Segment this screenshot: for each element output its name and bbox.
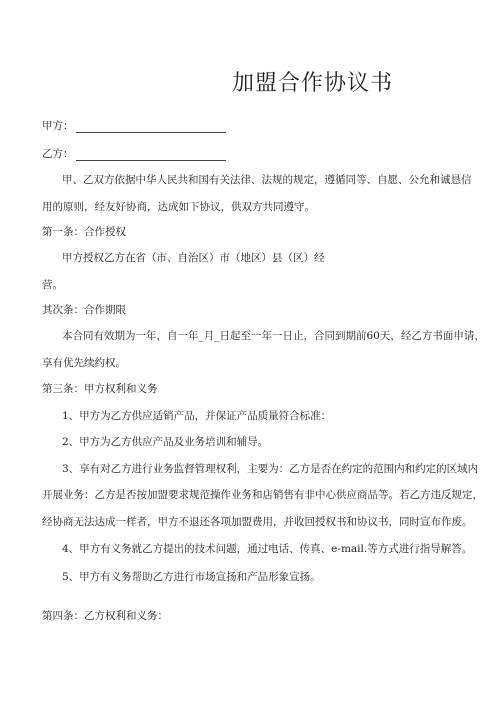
article3-item-2: 2、甲方为乙方供应产品及业务培训和辅导。 xyxy=(62,436,269,448)
party-b-blank xyxy=(76,149,226,161)
intro-line-1: 甲、乙双方依据中华人民共和国有关法律、法规的规定，遵循同等、自愿、公允和诚恳信 xyxy=(62,174,472,186)
intro-line-2: 用的原则，经友好协商，达成如下协议，供双方共同遵守。 xyxy=(42,201,315,213)
document-title: 加盟合作协议书 xyxy=(232,71,394,96)
party-a-label: 甲方： xyxy=(42,120,74,132)
article3-item-3-line-2: 开展业务：乙方是否按加盟要求规范操作业务和店销售有非中心供应商品等。若乙方违反规定， xyxy=(42,489,483,501)
article1-line-2: 营。 xyxy=(42,279,63,291)
article3-item-1: 1、甲方为乙方供应适销产品，并保证产品质量符合标准： xyxy=(62,410,332,422)
article3-item-3-line-1: 3、享有对乙方进行业务监督管理权利，主要为：乙方是否在约定的范围内和约定的区域内 xyxy=(62,463,479,475)
party-b-line xyxy=(42,146,226,161)
article4-heading: 第四条：乙方权利和义务： xyxy=(42,610,168,622)
article2-heading: 其次条：合作期限 xyxy=(42,304,126,316)
article1-line-1: 甲方授权乙方在省（市、自治区）市（地区）县（区）经 xyxy=(62,252,325,264)
article3-heading: 第三条：甲方权利和义务 xyxy=(42,383,158,395)
article1-heading: 第一条：合作授权 xyxy=(42,226,126,238)
article2-line-1: 本合同有效期为一年，自一年_月_日起至一年一日止，合同到期前60天，经乙方书面申请， xyxy=(62,330,485,342)
party-a-line xyxy=(42,118,226,133)
party-a-blank xyxy=(76,121,226,133)
article3-item-4: 4、甲方有义务就乙方提出的技术问题，通过电话、传真、e-mail.等方式进行指导解答。 xyxy=(62,543,473,555)
article2-line-2: 享有优先续约权。 xyxy=(42,357,126,369)
article3-item-5: 5、甲方有义务帮助乙方进行市场宣扬和产品形象宣扬。 xyxy=(62,571,321,583)
party-b-label: 乙方： xyxy=(42,148,74,160)
article3-item-3-line-3: 经协商无法达成一样者，甲方不退还各项加盟费用，并收回授权书和协议书，同时宣布作废。 xyxy=(42,516,473,528)
